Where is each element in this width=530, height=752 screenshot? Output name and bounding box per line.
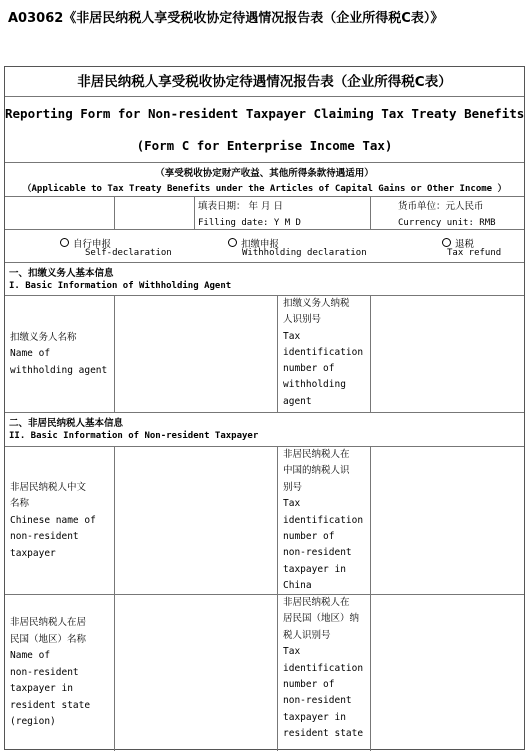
label-line: non-resident xyxy=(10,531,79,543)
section1-title-cn: 一、扣缴义务人基本信息 xyxy=(9,268,114,279)
document-title: A03062《非居民纳税人享受税收协定待遇情况报告表（企业所得税C表）》 xyxy=(8,11,444,26)
declaration-type-row xyxy=(5,230,524,263)
label-line: identification xyxy=(283,346,364,358)
taxpayer-cn-name-input[interactable] xyxy=(115,447,278,595)
taxpayer-china-row xyxy=(5,447,524,595)
taxpayer-rs-name-label xyxy=(5,595,115,751)
label-line: 扣缴义务人纳税 xyxy=(283,298,350,309)
label-line: number of xyxy=(283,679,335,691)
label-line: Tax xyxy=(283,646,301,658)
label-line: 名称 xyxy=(10,498,30,510)
date-currency-row xyxy=(5,197,524,230)
label-line: 非居民纳税人中文 xyxy=(10,481,87,493)
label-line: (region) xyxy=(10,716,56,728)
currency-cn: 货币单位：元人民币 xyxy=(398,201,484,212)
label-line: 居民国（地区）纳 xyxy=(283,613,360,625)
taxpayer-china-tin-label xyxy=(278,447,371,595)
scope-cn: （享受税收协定财产收益、其他所得条款待遇适用） xyxy=(155,168,374,179)
label-line: 扣缴义务人名称 xyxy=(10,331,77,343)
option-label-cn: 扣缴申报 xyxy=(241,239,280,250)
label-line: Chinese name of xyxy=(10,514,96,526)
label-line: China xyxy=(283,580,312,592)
label-line: agent xyxy=(283,395,312,407)
scope-en: （Applicable to Tax Treaty Benefits under the Articles of Capital Gains or Other Income ） xyxy=(22,184,507,194)
taxpayer-rs-name-input[interactable] xyxy=(115,595,278,751)
option-label-cn: 自行申报 xyxy=(73,239,112,250)
section2-title-cn: 二、非居民纳税人基本信息 xyxy=(9,418,124,429)
option-label-en: Self-declaration xyxy=(85,248,172,258)
option-label-en: Tax refund xyxy=(447,248,502,258)
section2-header xyxy=(5,413,524,447)
form-title-en-line2: (Form C for Enterprise Income Tax) xyxy=(136,138,393,153)
label-line: non-resident xyxy=(283,547,352,559)
radio-icon[interactable] xyxy=(60,238,69,247)
currency-cell xyxy=(371,197,526,230)
label-line: taxpayer in xyxy=(10,683,73,695)
option-label-en: Withholding declaration xyxy=(242,248,367,258)
withholding-agent-name-input[interactable] xyxy=(115,296,278,413)
label-line: identification xyxy=(283,514,364,526)
form-title-cn-row xyxy=(5,67,524,97)
section2-title-en: II. Basic Information of Non-resident Taxpayer xyxy=(9,431,259,441)
filling-date-cell xyxy=(195,197,371,230)
form-title-en-line1: Reporting Form for Non-resident Taxpayer Claiming Tax Treaty Benefits xyxy=(5,106,525,121)
withholding-agent-tin-input[interactable] xyxy=(371,296,526,413)
currency-en: Currency unit: RMB xyxy=(398,218,496,228)
label-line: Tax xyxy=(283,498,301,510)
section1-header xyxy=(5,263,524,296)
label-line: identification xyxy=(283,662,364,674)
label-line: 非居民纳税人在 xyxy=(283,449,350,460)
taxpayer-rs-tin-label xyxy=(278,595,371,751)
withholding-agent-row xyxy=(5,296,524,413)
taxpayer-resident-state-row xyxy=(5,595,524,751)
label-line: 民国（地区）名称 xyxy=(10,633,87,645)
section1-title-en: I. Basic Information of Withholding Agent xyxy=(9,281,232,291)
blank-cell xyxy=(115,197,195,230)
taxpayer-rs-tin-input[interactable] xyxy=(371,595,526,751)
label-line: withholding xyxy=(283,379,346,391)
label-line: non-resident xyxy=(10,666,79,678)
label-line: 非居民纳税人在居 xyxy=(10,617,87,629)
option-label-cn: 退税 xyxy=(455,239,475,250)
label-line: Tax xyxy=(283,330,301,342)
label-line: withholding agent xyxy=(10,364,108,376)
scope-row xyxy=(5,163,524,197)
label-line: Name of xyxy=(10,348,51,360)
label-line: 中国的纳税人识 xyxy=(283,465,350,477)
filling-date-cn: 填表日期： 年 月 日 xyxy=(198,201,284,212)
label-line: taxpayer xyxy=(10,547,56,559)
label-line: taxpayer in xyxy=(283,711,346,723)
label-line: number of xyxy=(283,363,335,375)
label-line: resident state xyxy=(283,728,364,740)
label-line: 税人识别号 xyxy=(283,629,331,641)
label-line: Name of xyxy=(10,650,51,662)
blank-cell xyxy=(5,197,115,230)
filling-date-en: Filling date: Y M D xyxy=(198,218,301,228)
radio-icon[interactable] xyxy=(228,238,237,247)
label-line: taxpayer in xyxy=(283,563,346,575)
form-title-cn: 非居民纳税人享受税收协定待遇情况报告表（企业所得税C表） xyxy=(77,74,452,90)
withholding-agent-tin-label xyxy=(278,296,371,413)
label-line: 人识别号 xyxy=(283,314,322,326)
withholding-agent-name-label xyxy=(5,296,115,413)
label-line: 非居民纳税人在 xyxy=(283,597,350,608)
label-line: 别号 xyxy=(283,481,303,493)
taxpayer-cn-name-label xyxy=(5,447,115,595)
taxpayer-china-tin-input[interactable] xyxy=(371,447,526,595)
form-title-en-row xyxy=(5,97,524,163)
label-line: resident state xyxy=(10,699,91,711)
report-form xyxy=(4,66,525,750)
label-line: non-resident xyxy=(283,695,352,707)
label-line: number of xyxy=(283,531,335,543)
radio-icon[interactable] xyxy=(442,238,451,247)
